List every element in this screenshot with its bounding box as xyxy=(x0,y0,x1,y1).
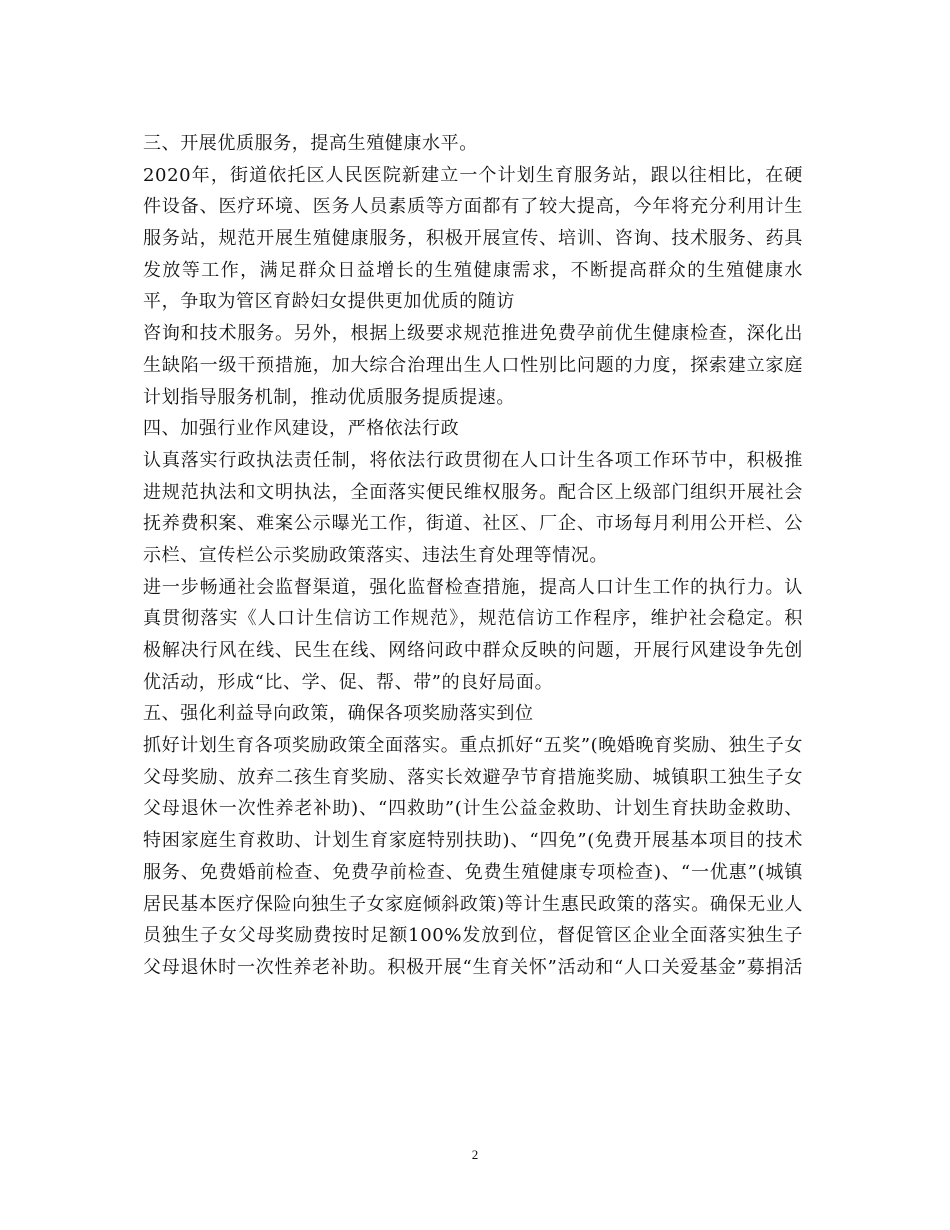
section-heading: 四、加强行业作风建设，严格依法行政 xyxy=(143,418,460,440)
text-line: 示栏、宣传栏公示奖励政策落实、违法生育处理等情况。 xyxy=(143,544,608,566)
text-line: 特困家庭生育救助、计划生育家庭特别扶助)、“四免”(免费开展基本项目的技术 xyxy=(143,830,803,852)
text-line: 生缺陷一级干预措施，加大综合治理出生人口性别比问题的力度，探索建立家庭 xyxy=(143,354,803,376)
text-line: 服务站，规范开展生殖健康服务，积极开展宣传、培训、咨询、技术服务、药具 xyxy=(143,228,803,250)
text-line: 进一步畅通社会监督渠道，强化监督检查措施，提高人口计生工作的执行力。认 xyxy=(143,576,803,598)
text-line: 件设备、医疗环境、医务人员素质等方面都有了较大提高，今年将充分利用计生 xyxy=(143,196,803,218)
text-line: 2020年，街道依托区人民医院新建立一个计划生育服务站，跟以往相比，在硬 xyxy=(143,164,803,186)
page-number: 2 xyxy=(471,1147,479,1162)
text-line: 进规范执法和文明执法，全面落实便民维权服务。配合区上级部门组织开展社会 xyxy=(143,481,803,503)
section-heading: 五、强化利益导向政策，确保各项奖励落实到位 xyxy=(143,703,534,725)
text-line: 极解决行风在线、民生在线、网络问政中群众反映的问题，开展行风建设争先创 xyxy=(143,640,803,661)
document-body xyxy=(143,128,803,984)
text-line: 父母退休一次性养老补助)、“四救助”(计生公益金救助、计划生育扶助金救助、 xyxy=(143,798,803,820)
text-line: 计划指导服务机制，推动优质服务提质提速。 xyxy=(143,386,515,408)
text-line: 平，争取为管区育龄妇女提供更加优质的随访 xyxy=(143,291,515,313)
text-line: 服务、免费婚前检查、免费孕前检查、免费生殖健康专项检查)、“一优惠”(城镇 xyxy=(143,861,803,883)
text-line: 员独生子女父母奖励费按时足额100%发放到位，督促管区企业全面落实独生子 xyxy=(143,925,803,947)
text-line: 父母奖励、放弃二孩生育奖励、落实长效避孕节育措施奖励、城镇职工独生子女 xyxy=(143,766,803,788)
text-line: 发放等工作，满足群众日益增长的生殖健康需求，不断提高群众的生殖健康水 xyxy=(143,259,803,281)
section-heading: 三、开展优质服务，提高生殖健康水平。 xyxy=(143,133,478,154)
text-line: 认真落实行政执法责任制，将依法行政贯彻在人口计生各项工作环节中，积极推 xyxy=(143,449,803,471)
text-line: 居民基本医疗保险向独生子女家庭倾斜政策)等计生惠民政策的落实。确保无业人 xyxy=(143,893,803,915)
text-line: 抚养费积案、难案公示曝光工作，街道、社区、厂企、市场每月利用公开栏、公 xyxy=(143,513,803,535)
text-line: 父母退休时一次性养老补助。积极开展“生育关怀”活动和“人口关爱基金”募捐活 xyxy=(143,956,803,978)
text-line: 真贯彻落实《人口计生信访工作规范》，规范信访工作程序，维护社会稳定。积 xyxy=(143,608,803,630)
text-line: 咨询和技术服务。另外，根据上级要求规范推进免费孕前优生健康检查，深化出 xyxy=(143,323,803,345)
text-line: 抓好计划生育各项奖励政策全面落实。重点抓好“五奖”(晚婚晚育奖励、独生子女 xyxy=(143,735,803,757)
text-line: 优活动，形成“比、学、促、帮、带”的良好局面。 xyxy=(143,671,554,693)
